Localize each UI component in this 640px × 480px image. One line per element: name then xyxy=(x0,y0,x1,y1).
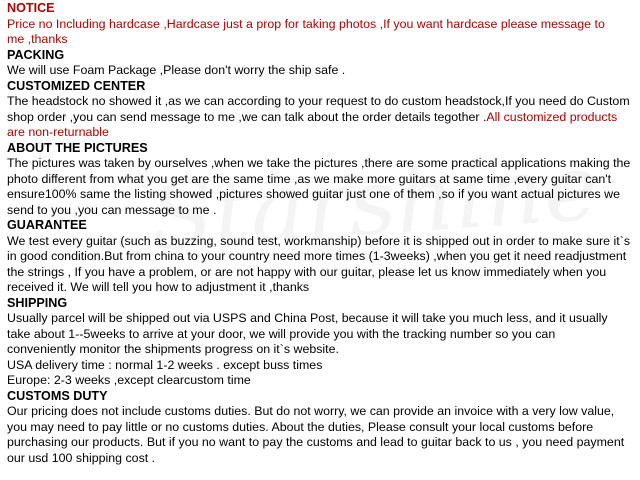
customs-line: Our pricing does not include customs duties. But do not worry, we can provide an invoice with a very low value, xyxy=(7,404,615,418)
shipping-line: Usually parcel will be shipped out via USPS and China Post, because it will take you much less, and it usually xyxy=(7,311,608,325)
shipping-section xyxy=(7,296,635,389)
customized-heading: CUSTOMIZED CENTER xyxy=(7,78,146,93)
guarantee-line: in good condition.But from china to your country need more times (1-3weeks) ,when you get it need readjustment xyxy=(7,249,627,263)
customized-section xyxy=(7,79,635,141)
shipping-line: Europe: 2-3 weeks ,except clearcustom time xyxy=(7,373,251,387)
pictures-heading: ABOUT THE PICTURES xyxy=(7,140,148,155)
shipping-line: take about 1--5weeks to arrive at your door, we will provide you with the tracking number so you can xyxy=(7,326,556,341)
document-page xyxy=(7,1,635,466)
shipping-line: USA delivery time : normal 1-2 weeks . except buss times xyxy=(7,357,323,372)
customs-line: purchasing our products. But if you no want to pay the customs and lead to guitar back to us , you need payment xyxy=(7,435,625,449)
shipping-line: conveniently monitor the shipments progress on it`s website. xyxy=(7,342,339,356)
customs-line: our usd 100 shipping cost . xyxy=(7,450,156,465)
non-returnable-notice-cont: are non-returnable xyxy=(7,125,109,139)
packing-heading: PACKING xyxy=(7,47,65,62)
guarantee-line: the strings , If you have a problem, or are not happy with our guitar, please let us know immediately when you xyxy=(7,264,607,279)
shipping-heading: SHIPPING xyxy=(7,295,68,310)
notice-heading: NOTICE xyxy=(7,1,55,15)
customized-line: The headstock no showed it ,as we can according to your request to do custom headstock,If you need do Custom xyxy=(7,94,630,108)
notice-section xyxy=(7,1,635,48)
pictures-line: photo different from what you get are the same time ,as we make more guitars at same time ,every guitar can't xyxy=(7,171,612,186)
non-returnable-notice: All customized products xyxy=(486,109,618,124)
guarantee-section xyxy=(7,218,635,296)
customs-section xyxy=(7,389,635,467)
notice-line: Price no Including hardcase ,Hardcase just a prop for taking photos ,If you want hardcase please message to xyxy=(7,16,605,31)
customs-heading: CUSTOMS DUTY xyxy=(7,388,108,403)
pictures-line: ensure100% same the listing showed ,pictures showed guitar just one of them ,so if you want actual pictures we xyxy=(7,187,620,201)
packing-line: We will use Foam Package ,Please don't worry the ship safe . xyxy=(7,63,346,77)
pictures-line: The pictures was taken by ourselves ,when we take the pictures ,there are some practical applications making the xyxy=(7,156,631,170)
pictures-section xyxy=(7,141,635,219)
guarantee-line: received it. We will tell you how to adjustment it ,thanks xyxy=(7,280,310,294)
customized-line-text: shop order ,you can send message to me ,we can talk about the order details tegother . xyxy=(7,109,487,124)
customized-line xyxy=(7,110,635,126)
pictures-line: send to you ,you can message to me . xyxy=(7,202,217,217)
guarantee-heading: GUARANTEE xyxy=(7,218,87,232)
guarantee-line: We test every guitar (such as buzzing, sound test, workmanship) before it is shipped out in order to make sure it`s xyxy=(7,233,631,248)
packing-section xyxy=(7,48,635,79)
notice-line: me ,thanks xyxy=(7,32,68,46)
customs-line: you may need to pay little or no customs duties. About the duties, Please consult your local customs before xyxy=(7,419,594,434)
